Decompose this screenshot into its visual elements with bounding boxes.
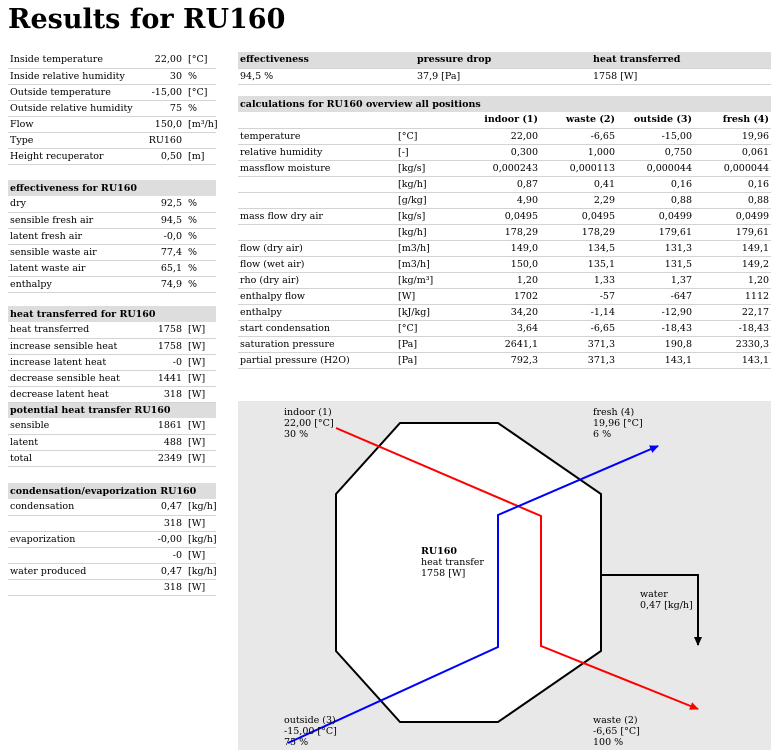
row-value: 179,61 xyxy=(617,224,694,240)
table-row xyxy=(8,132,216,148)
row-unit: % xyxy=(184,276,216,292)
row-value: 134,5 xyxy=(540,240,617,256)
row-label: Outside temperature xyxy=(8,84,136,100)
table-row xyxy=(8,276,216,292)
row-label: Flow xyxy=(8,116,136,132)
row-label: water produced xyxy=(8,563,136,579)
table-row xyxy=(8,434,216,450)
row-unit: [W] xyxy=(184,322,216,338)
table-row xyxy=(8,52,216,68)
row-value: -18,43 xyxy=(617,320,694,336)
row-unit: [kg/s] xyxy=(396,208,466,224)
condensation-panel xyxy=(8,483,216,596)
table-row xyxy=(8,68,216,84)
row-value: 1,000 xyxy=(540,144,617,160)
row-unit: [W] xyxy=(184,386,216,402)
row-value: 2,29 xyxy=(540,192,617,208)
row-value: 0,87 xyxy=(466,176,540,192)
table-row xyxy=(8,450,216,466)
effectiveness-title: effectiveness for RU160 xyxy=(8,180,216,196)
row-unit: [kg/h] xyxy=(396,224,466,240)
row-label: sensible fresh air xyxy=(8,212,136,228)
row-unit: [kg/h] xyxy=(184,563,216,579)
inputs-panel xyxy=(8,52,216,165)
table-row xyxy=(8,418,216,434)
row-label: enthalpy xyxy=(238,304,396,320)
summary-table xyxy=(238,52,771,85)
condensation-title: condensation/evaporization RU160 xyxy=(8,483,216,499)
effectiveness-table xyxy=(8,180,216,293)
row-unit: [W] xyxy=(184,547,216,563)
row-label: heat transferred xyxy=(8,322,136,338)
table-row xyxy=(8,260,216,276)
row-label: sensible waste air xyxy=(8,244,136,260)
row-unit: [Pa] xyxy=(396,352,466,368)
row-value: 0,88 xyxy=(694,192,771,208)
indoor-name: indoor (1) xyxy=(284,407,332,418)
row-unit: [W] xyxy=(184,450,216,466)
row-unit: [W] xyxy=(396,288,466,304)
center-line2: 1758 [W] xyxy=(421,568,466,579)
calculations-panel xyxy=(238,96,771,369)
row-value: 0,41 xyxy=(540,176,617,192)
column-header: fresh (4) xyxy=(694,112,771,128)
row-value: 92,5 xyxy=(136,196,184,212)
row-label: start condensation xyxy=(238,320,396,336)
row-value: 3,64 xyxy=(466,320,540,336)
row-label: increase sensible heat xyxy=(8,338,136,354)
table-row xyxy=(238,272,771,288)
row-label: massflow moisture xyxy=(238,160,396,176)
row-label: rho (dry air) xyxy=(238,272,396,288)
row-label: relative humidity xyxy=(238,144,396,160)
row-value: 0,0499 xyxy=(694,208,771,224)
row-value: 178,29 xyxy=(466,224,540,240)
row-unit: [°C] xyxy=(396,320,466,336)
row-value: 1,20 xyxy=(694,272,771,288)
table-row xyxy=(8,370,216,386)
row-value: 2330,3 xyxy=(694,336,771,352)
row-label xyxy=(8,547,136,563)
table-row xyxy=(238,144,771,160)
row-value: 0,0495 xyxy=(466,208,540,224)
row-unit: % xyxy=(184,196,216,212)
summary-panel xyxy=(238,52,771,85)
fresh-rh: 6 % xyxy=(593,429,612,440)
row-value: 488 xyxy=(136,434,184,450)
calculations-title: calculations for RU160 overview all positions xyxy=(238,96,771,112)
row-value: 22,00 xyxy=(136,52,184,68)
row-value: 0,47 xyxy=(136,563,184,579)
row-unit: [m3/h] xyxy=(396,256,466,272)
row-label: enthalpy flow xyxy=(238,288,396,304)
table-row xyxy=(8,84,216,100)
calculations-table xyxy=(238,96,771,369)
row-value: 0,16 xyxy=(617,176,694,192)
row-label: sensible xyxy=(8,418,136,434)
row-label: temperature xyxy=(238,128,396,144)
row-value: 149,1 xyxy=(694,240,771,256)
table-row xyxy=(8,547,216,563)
row-value: 135,1 xyxy=(540,256,617,272)
row-value: 1112 xyxy=(694,288,771,304)
potential-title: potential heat transfer RU160 xyxy=(8,402,216,418)
row-label: decrease sensible heat xyxy=(8,370,136,386)
row-value: -0,0 xyxy=(136,228,184,244)
row-value: 2349 xyxy=(136,450,184,466)
condensation-table xyxy=(8,483,216,596)
row-value: 0,000113 xyxy=(540,160,617,176)
summary-header: pressure drop xyxy=(415,52,591,68)
row-unit: % xyxy=(184,212,216,228)
table-row xyxy=(8,579,216,595)
row-label xyxy=(238,192,396,208)
row-value: 318 xyxy=(136,386,184,402)
table-row xyxy=(238,320,771,336)
table-row xyxy=(8,515,216,531)
indoor-label xyxy=(284,407,334,440)
fresh-label xyxy=(593,407,643,440)
water-label xyxy=(640,589,693,611)
row-label: Height recuperator xyxy=(8,148,136,164)
row-unit: [°C] xyxy=(184,52,216,68)
table-row xyxy=(238,224,771,240)
row-unit: [°C] xyxy=(396,128,466,144)
row-value: 19,96 xyxy=(694,128,771,144)
table-row xyxy=(8,100,216,116)
row-value: 190,8 xyxy=(617,336,694,352)
row-value: 75 xyxy=(136,100,184,116)
water-name: water xyxy=(640,589,668,600)
row-value: 179,61 xyxy=(694,224,771,240)
row-unit: [W] xyxy=(184,434,216,450)
row-label: Outside relative humidity xyxy=(8,100,136,116)
row-value: -6,65 xyxy=(540,128,617,144)
row-value: 149,2 xyxy=(694,256,771,272)
row-value: 0,50 xyxy=(136,148,184,164)
row-label xyxy=(238,176,396,192)
row-unit: [W] xyxy=(184,579,216,595)
row-value: 318 xyxy=(136,579,184,595)
row-value: 74,9 xyxy=(136,276,184,292)
indoor-temp: 22,00 [°C] xyxy=(284,418,334,429)
row-value: -15,00 xyxy=(136,84,184,100)
row-unit: % xyxy=(184,260,216,276)
row-label: condensation xyxy=(8,499,136,515)
row-value: -0 xyxy=(136,354,184,370)
outside-rh: 75 % xyxy=(284,737,309,748)
table-row xyxy=(238,288,771,304)
table-row xyxy=(238,240,771,256)
row-label: increase latent heat xyxy=(8,354,136,370)
row-value: 371,3 xyxy=(540,336,617,352)
outside-temp: -15,00 [°C] xyxy=(284,726,337,737)
summary-value: 37,9 [Pa] xyxy=(415,68,591,84)
column-header: outside (3) xyxy=(617,112,694,128)
column-header: indoor (1) xyxy=(466,112,540,128)
row-value: 0,750 xyxy=(617,144,694,160)
row-value: 0,061 xyxy=(694,144,771,160)
row-label xyxy=(8,579,136,595)
table-row xyxy=(238,352,771,368)
row-value: -18,43 xyxy=(694,320,771,336)
summary-header: heat transferred xyxy=(591,52,771,68)
table-row xyxy=(238,192,771,208)
row-label: total xyxy=(8,450,136,466)
water-value: 0,47 [kg/h] xyxy=(640,600,693,611)
column-header: waste (2) xyxy=(540,112,617,128)
row-value: 30 xyxy=(136,68,184,84)
center-name: RU160 xyxy=(421,546,458,557)
row-value: 0,0495 xyxy=(540,208,617,224)
row-value: 1758 xyxy=(136,338,184,354)
row-value: 65,1 xyxy=(136,260,184,276)
waste-label xyxy=(593,715,640,748)
row-label: mass flow dry air xyxy=(238,208,396,224)
row-value: 131,5 xyxy=(617,256,694,272)
row-value: 0,16 xyxy=(694,176,771,192)
row-unit: [m³/h] xyxy=(184,116,216,132)
row-value: 318 xyxy=(136,515,184,531)
row-label: decrease latent heat xyxy=(8,386,136,402)
row-unit: [Pa] xyxy=(396,336,466,352)
inputs-table xyxy=(8,52,216,165)
heat-panel xyxy=(8,306,216,467)
row-value: 0,88 xyxy=(617,192,694,208)
row-value: 0,000044 xyxy=(617,160,694,176)
table-row xyxy=(8,354,216,370)
row-value: 22,17 xyxy=(694,304,771,320)
row-unit: [W] xyxy=(184,515,216,531)
row-unit: [W] xyxy=(184,418,216,434)
outside-label xyxy=(284,715,337,748)
row-unit: [-] xyxy=(396,144,466,160)
row-value: -6,65 xyxy=(540,320,617,336)
fresh-temp: 19,96 [°C] xyxy=(593,418,643,429)
row-unit: [W] xyxy=(184,338,216,354)
table-row xyxy=(8,338,216,354)
table-row xyxy=(8,228,216,244)
row-value: 2641,1 xyxy=(466,336,540,352)
row-unit: % xyxy=(184,228,216,244)
row-value: -0,00 xyxy=(136,531,184,547)
row-value: 143,1 xyxy=(617,352,694,368)
row-unit: % xyxy=(184,100,216,116)
row-value: 150,0 xyxy=(466,256,540,272)
row-unit: [m] xyxy=(184,148,216,164)
row-value: 1,33 xyxy=(540,272,617,288)
row-value: 1,20 xyxy=(466,272,540,288)
summary-header: effectiveness xyxy=(238,52,415,68)
row-value: 1758 xyxy=(136,322,184,338)
row-label: evaporization xyxy=(8,531,136,547)
row-label: Type xyxy=(8,132,136,148)
row-value: 0,000243 xyxy=(466,160,540,176)
row-unit: % xyxy=(184,244,216,260)
row-value: 0,0499 xyxy=(617,208,694,224)
row-label: flow (dry air) xyxy=(238,240,396,256)
row-value: -12,90 xyxy=(617,304,694,320)
table-row xyxy=(8,563,216,579)
row-value: -15,00 xyxy=(617,128,694,144)
row-unit: [m3/h] xyxy=(396,240,466,256)
row-value: 1,37 xyxy=(617,272,694,288)
heat-exchanger-diagram xyxy=(238,401,771,750)
row-value: -647 xyxy=(617,288,694,304)
center-label xyxy=(421,546,484,579)
row-value: 143,1 xyxy=(694,352,771,368)
row-value: 178,29 xyxy=(540,224,617,240)
outside-name: outside (3) xyxy=(284,715,336,726)
table-row xyxy=(8,116,216,132)
effectiveness-panel xyxy=(8,180,216,293)
row-label: partial pressure (H2O) xyxy=(238,352,396,368)
row-value: 0,47 xyxy=(136,499,184,515)
row-unit: [kg/h] xyxy=(396,176,466,192)
table-row xyxy=(238,208,771,224)
row-label: latent fresh air xyxy=(8,228,136,244)
table-row xyxy=(238,128,771,144)
row-label: latent xyxy=(8,434,136,450)
row-value: -1,14 xyxy=(540,304,617,320)
row-label: Inside relative humidity xyxy=(8,68,136,84)
row-value: -57 xyxy=(540,288,617,304)
table-row xyxy=(238,304,771,320)
table-row xyxy=(8,499,216,515)
row-value: 34,20 xyxy=(466,304,540,320)
row-value: RU160 xyxy=(136,132,184,148)
table-row xyxy=(238,256,771,272)
row-value: 1441 xyxy=(136,370,184,386)
row-value: 131,3 xyxy=(617,240,694,256)
row-value: 1861 xyxy=(136,418,184,434)
row-unit: [kg/m³] xyxy=(396,272,466,288)
summary-value: 94,5 % xyxy=(238,68,415,84)
row-value: 77,4 xyxy=(136,244,184,260)
row-value: 22,00 xyxy=(466,128,540,144)
table-row xyxy=(8,212,216,228)
row-label: saturation pressure xyxy=(238,336,396,352)
waste-name: waste (2) xyxy=(593,715,638,726)
table-row xyxy=(8,148,216,164)
page-title: Results for RU160 xyxy=(8,4,286,35)
row-value: -0 xyxy=(136,547,184,563)
row-value: 371,3 xyxy=(540,352,617,368)
fresh-name: fresh (4) xyxy=(593,407,635,418)
row-value: 149,0 xyxy=(466,240,540,256)
table-row xyxy=(8,531,216,547)
center-line1: heat transfer xyxy=(421,557,484,568)
indoor-rh: 30 % xyxy=(284,429,309,440)
waste-rh: 100 % xyxy=(593,737,624,748)
diagram-svg xyxy=(238,401,771,750)
row-label xyxy=(238,224,396,240)
table-row xyxy=(238,176,771,192)
row-unit: % xyxy=(184,68,216,84)
row-unit: [°C] xyxy=(184,84,216,100)
row-value: 94,5 xyxy=(136,212,184,228)
row-label: flow (wet air) xyxy=(238,256,396,272)
row-label: Inside temperature xyxy=(8,52,136,68)
row-unit: [kg/h] xyxy=(184,499,216,515)
heat-title: heat transferred for RU160 xyxy=(8,306,216,322)
heat-table xyxy=(8,306,216,467)
waste-temp: -6,65 [°C] xyxy=(593,726,640,737)
row-unit xyxy=(184,132,216,148)
row-label: latent waste air xyxy=(8,260,136,276)
row-unit: [W] xyxy=(184,354,216,370)
summary-value: 1758 [W] xyxy=(591,68,771,84)
row-label: dry xyxy=(8,196,136,212)
row-value: 1702 xyxy=(466,288,540,304)
row-unit: [W] xyxy=(184,370,216,386)
table-row xyxy=(8,322,216,338)
row-unit: [kJ/kg] xyxy=(396,304,466,320)
row-unit: [kg/s] xyxy=(396,160,466,176)
row-value: 150,0 xyxy=(136,116,184,132)
table-row xyxy=(8,244,216,260)
table-row xyxy=(8,386,216,402)
row-value: 0,000044 xyxy=(694,160,771,176)
row-value: 0,300 xyxy=(466,144,540,160)
row-value: 792,3 xyxy=(466,352,540,368)
table-row xyxy=(8,196,216,212)
row-label xyxy=(8,515,136,531)
table-row xyxy=(238,160,771,176)
row-value: 4,90 xyxy=(466,192,540,208)
table-row xyxy=(238,336,771,352)
row-label: enthalpy xyxy=(8,276,136,292)
row-unit: [kg/h] xyxy=(184,531,216,547)
row-unit: [g/kg] xyxy=(396,192,466,208)
